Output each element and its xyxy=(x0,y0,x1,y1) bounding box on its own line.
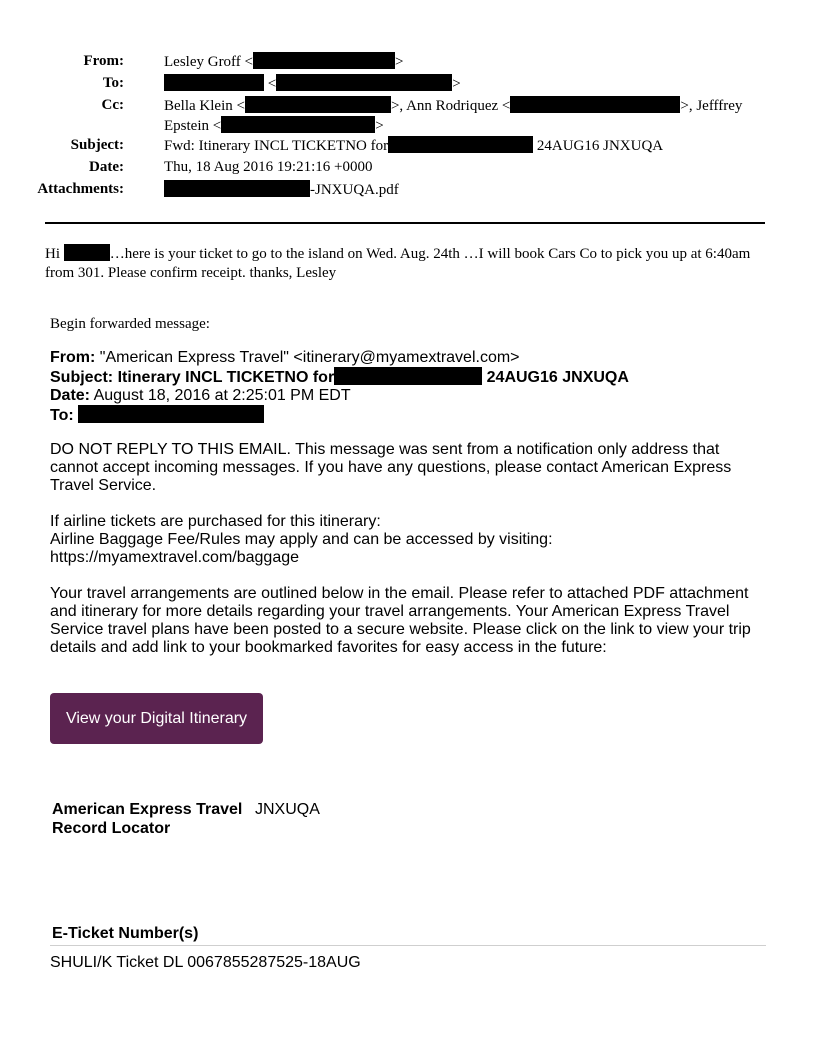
attachment-value[interactable] xyxy=(164,180,774,200)
arrangements-paragraph: Your travel arrangements are outlined below in the email. Please refer to attached PDF attachment and itinerary for more details regarding your travel arrangements. Your American Express Travel Service travel plans have been posted to a secure website. Please click on the link to view your trip details and add link to your bookmarked favorites for easy access in the future: xyxy=(50,585,751,656)
redacted-block xyxy=(276,74,452,91)
from-value xyxy=(164,52,774,72)
redacted-block xyxy=(388,136,533,153)
eticket-divider xyxy=(50,945,766,946)
baggage-line-2: Airline Baggage Fee/Rules may apply and can be accessed by visiting: xyxy=(50,531,553,548)
header-cc-row xyxy=(0,96,780,134)
begin-forwarded: Begin forwarded message: xyxy=(50,316,210,332)
cc-value xyxy=(164,96,774,136)
cc-close: > xyxy=(375,117,384,134)
personal-note xyxy=(45,244,765,283)
redacted-block xyxy=(245,96,391,113)
subject-label: Subject: xyxy=(70,137,124,154)
redacted-block xyxy=(253,52,395,69)
redacted-block xyxy=(64,244,110,261)
attachment-filename[interactable]: -JNXUQA.pdf xyxy=(310,181,399,198)
fwd-date-row xyxy=(50,387,770,405)
to-gt: > xyxy=(452,75,461,92)
redacted-block xyxy=(510,96,680,113)
forwarded-headers xyxy=(50,349,770,425)
fwd-from-row xyxy=(50,349,770,367)
locator-label: American Express Travel xyxy=(52,801,243,818)
redacted-block xyxy=(164,74,264,91)
to-lt: < xyxy=(267,75,277,92)
redacted-block xyxy=(334,367,482,385)
header-divider xyxy=(45,222,765,224)
eticket-heading: E-Ticket Number(s) xyxy=(52,925,199,942)
cc-label: Cc: xyxy=(101,96,124,113)
to-value xyxy=(164,74,774,94)
record-locator xyxy=(52,800,320,838)
from-close: > xyxy=(395,54,404,70)
fwd-subject-row xyxy=(50,367,770,387)
fwd-to-row xyxy=(50,405,770,425)
header-attachments-row xyxy=(0,180,780,199)
cc-epstein: Epstein < xyxy=(164,117,222,134)
from-name: Lesley Groff < xyxy=(164,54,253,70)
redacted-block xyxy=(164,180,310,197)
date-label: Date: xyxy=(89,159,124,176)
fwd-from-value: "American Express Travel" <itinerary@myamextravel.com> xyxy=(99,349,520,366)
header-subject-row xyxy=(0,136,780,155)
fwd-date-value: August 18, 2016 at 2:25:01 PM EDT xyxy=(93,387,351,404)
redacted-block xyxy=(78,405,264,423)
from-label: From: xyxy=(83,53,124,69)
view-itinerary-button[interactable]: View your Digital Itinerary xyxy=(50,693,263,744)
note-text: …here is your ticket to go to the island on Wed. Aug. 24th …I will book Cars Co to pick you up at 6:40am from 301. Please confirm receipt. thanks, Lesley xyxy=(45,246,751,281)
locator-row-2 xyxy=(52,819,320,838)
header-from-row xyxy=(0,52,780,71)
fwd-from-label: From: xyxy=(50,349,96,366)
cc-jeffrey: >, Jefffrey xyxy=(680,97,743,114)
locator-label-2: Record Locator xyxy=(52,820,171,837)
header-date-row xyxy=(0,158,780,177)
baggage-paragraph xyxy=(50,513,766,567)
eticket-value: SHULI/K Ticket DL 0067855287525-18AUG xyxy=(50,954,361,971)
locator-value: JNXUQA xyxy=(255,801,320,818)
locator-row xyxy=(52,800,320,819)
baggage-link[interactable]: https://myamextravel.com/baggage xyxy=(50,549,300,566)
note-greeting: Hi xyxy=(45,246,60,262)
header-to-row xyxy=(0,74,780,93)
fwd-to-label: To: xyxy=(50,407,74,424)
fwd-date-label: Date: xyxy=(50,387,91,404)
attachments-label: Attachments: xyxy=(37,180,124,197)
baggage-line-1: If airline tickets are purchased for this itinerary: xyxy=(50,513,381,530)
to-label: To: xyxy=(102,74,124,91)
subject-text: Fwd: Itinerary INCL TICKETNO for xyxy=(164,138,389,155)
no-reply-paragraph: DO NOT REPLY TO THIS EMAIL. This message was sent from a notification only address that cannot accept incoming messages. If you have any questions, please contact American Express Travel Service. xyxy=(50,441,732,494)
subject-value xyxy=(164,136,774,156)
cc-ann: >, Ann Rodriquez < xyxy=(390,97,511,114)
email-header xyxy=(0,52,780,202)
fwd-subject-suffix: 24AUG16 JNXUQA xyxy=(486,369,629,386)
cc-bella: Bella Klein < xyxy=(164,97,245,114)
subject-suffix: 24AUG16 JNXUQA xyxy=(536,138,664,155)
fwd-subject-label: Subject: Itinerary INCL TICKETNO for xyxy=(50,369,335,386)
date-value: Thu, 18 Aug 2016 19:21:16 +0000 xyxy=(164,159,373,176)
redacted-block xyxy=(221,116,375,133)
